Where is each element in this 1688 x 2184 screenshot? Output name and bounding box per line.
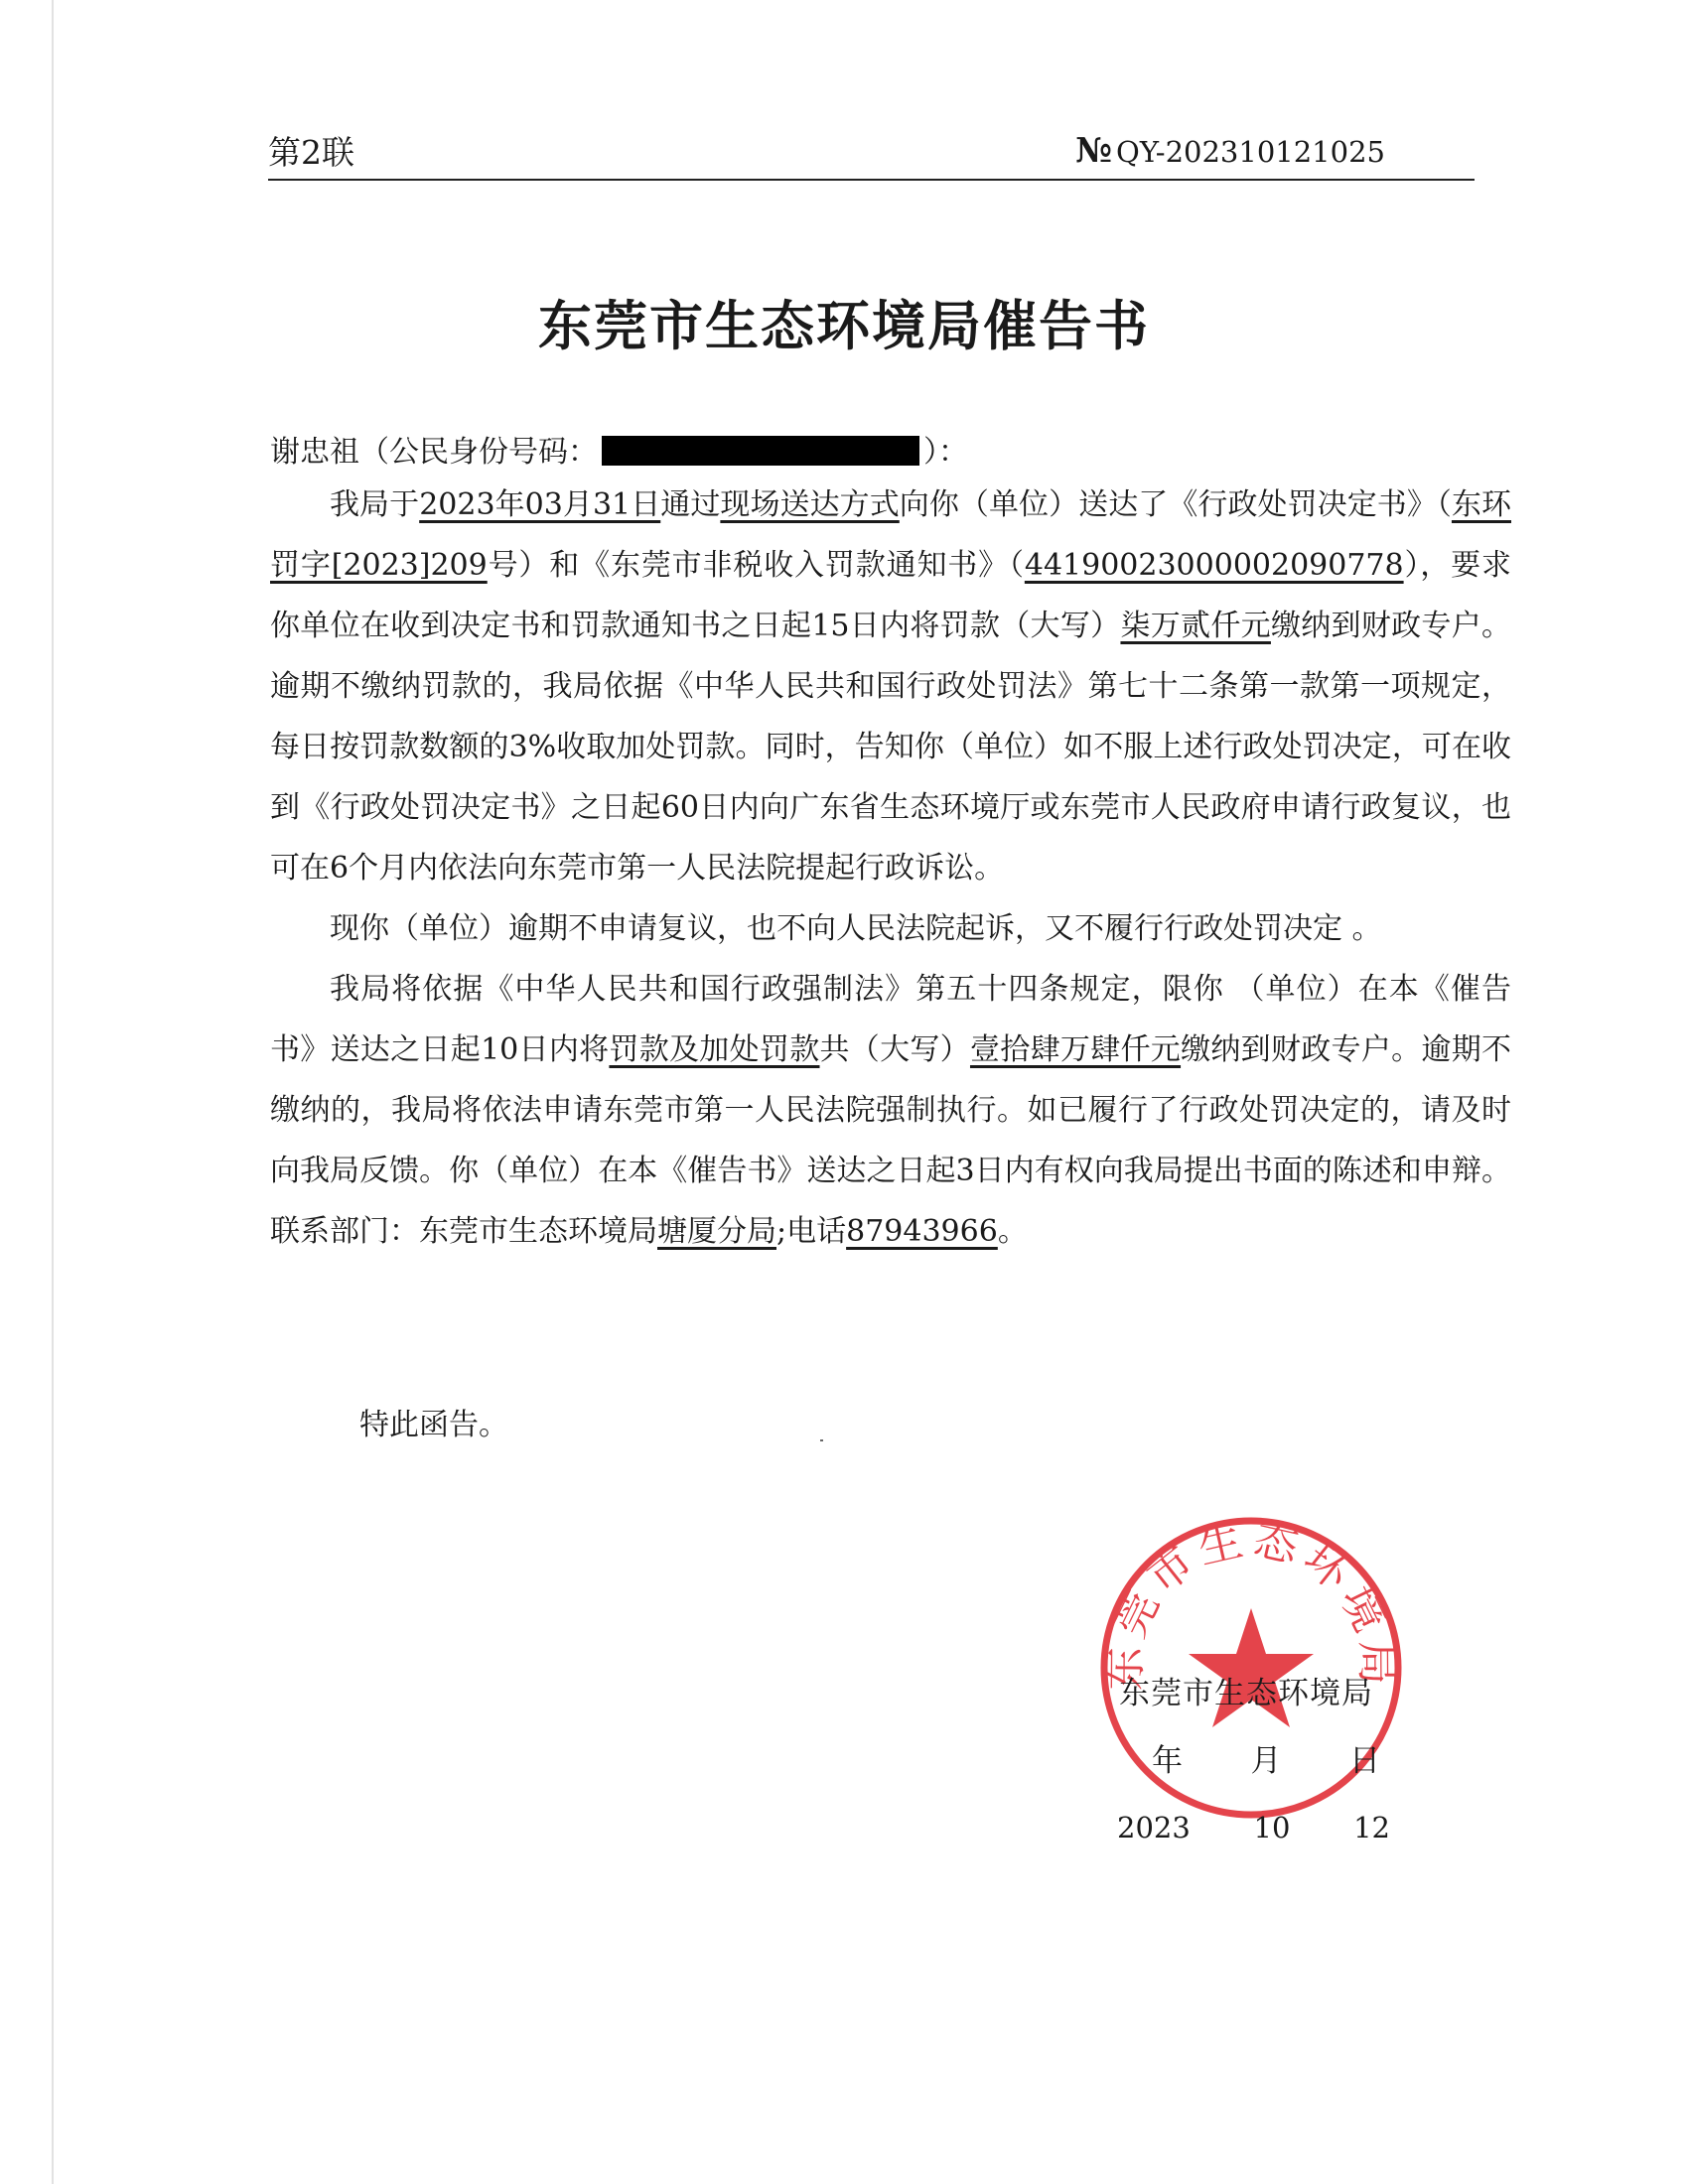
total-amount: 壹拾肆万肆仟元 [969,1032,1182,1067]
seal-text: 东莞市生态环境局 [1099,1514,1403,1692]
fine-amount: 柒万贰仟元 [1120,609,1271,643]
signing-organization: 东莞市生态环境局 [1119,1676,1373,1711]
scan-speck [820,1439,823,1441]
delivery-date: 2023年03月31日 [419,487,661,522]
month-label: 月 [1250,1743,1282,1779]
text: 。 [997,1214,1028,1249]
paragraph-notice [270,475,1511,898]
sign-month: 10 [1253,1811,1291,1844]
text: 共（大写） [819,1032,970,1067]
branch-office: 塘厦分局 [657,1214,776,1249]
redacted-id-bar [602,436,919,466]
letter-body [270,475,1511,1262]
text: 我局将依据《中华人民共和国行政强制法》第五十四条规定，限你 （单位）在本《催告书》送达之日起10日内将 [270,972,1511,1067]
document-title: 东莞市生态环境局催告书 [538,294,1150,357]
addressee [270,427,968,471]
text: 我局于 [330,487,420,522]
sign-year: 2023 [1117,1811,1191,1844]
text: 号）和《东莞市非税收入罚款通知书》（ [487,548,1025,583]
document-header [268,127,1475,181]
text: 通过 [660,487,721,522]
signing-date [1117,1811,1390,1844]
addressee-prefix: 谢忠祖（公民身份号码： [270,435,598,470]
delivery-method: 现场送达方式 [720,487,900,522]
text: 缴纳到财政专户。逾期不缴纳的，我局将依法申请东莞市第一人民法院强制执行。如已履行了行政处罚决定的，请及时向我局反馈。你（单位）在本《催告书》送达之日起3日内有权向我局提出书面的陈述和申辩。 联系部门：东莞市生态环境局 [270,1032,1512,1249]
notice-number: 4419002300000209077​8 [1024,548,1404,583]
addressee-suffix: ）： [923,435,968,470]
date-labels [1152,1735,1380,1780]
serial-mark: № [1075,131,1113,171]
text: ），要求你单位在收到决定书和罚款通知书之日起15日内将罚款（大写） [270,548,1512,643]
sign-day: 12 [1353,1811,1390,1844]
fee-type: 罚款及加处罚款 [609,1032,820,1067]
text: 向你（单位）送达了《行政处罚决定书》（ [899,487,1452,522]
closing-remark: 特此函告。 [359,1408,508,1442]
serial-value: QY-202310121025 [1116,135,1385,169]
text: ;电话 [776,1214,847,1249]
serial-number [1075,131,1385,171]
paragraph-status: 现你（单位）逾期不申请复议，也不向人民法院起诉，又不履行行政处罚决定 。 [330,911,1382,946]
year-label: 年 [1152,1743,1183,1779]
paragraph-demand [270,959,1511,1262]
decision-number: 东环罚字[2023]209 [270,487,1512,583]
phone-number: 87943966 [846,1214,998,1249]
text: 缴纳到财政专户。逾期不缴纳罚款的，我局依据《中华人民共和国行政处罚法》第七十二条第一款第一项规定，每日按罚款数额的3%收取加处罚款。同时，告知你（单位）如不服上述行政处罚决定，可在收到《行政处罚决定书》之日起60日内向广东省生态环境厅或东莞市人民政府申请行政复议，也可在6个月内依法向东莞市第一人民法院提起行政诉讼。 [270,609,1512,886]
copy-label: 第2联 [268,133,354,172]
day-label: 日 [1349,1743,1380,1779]
